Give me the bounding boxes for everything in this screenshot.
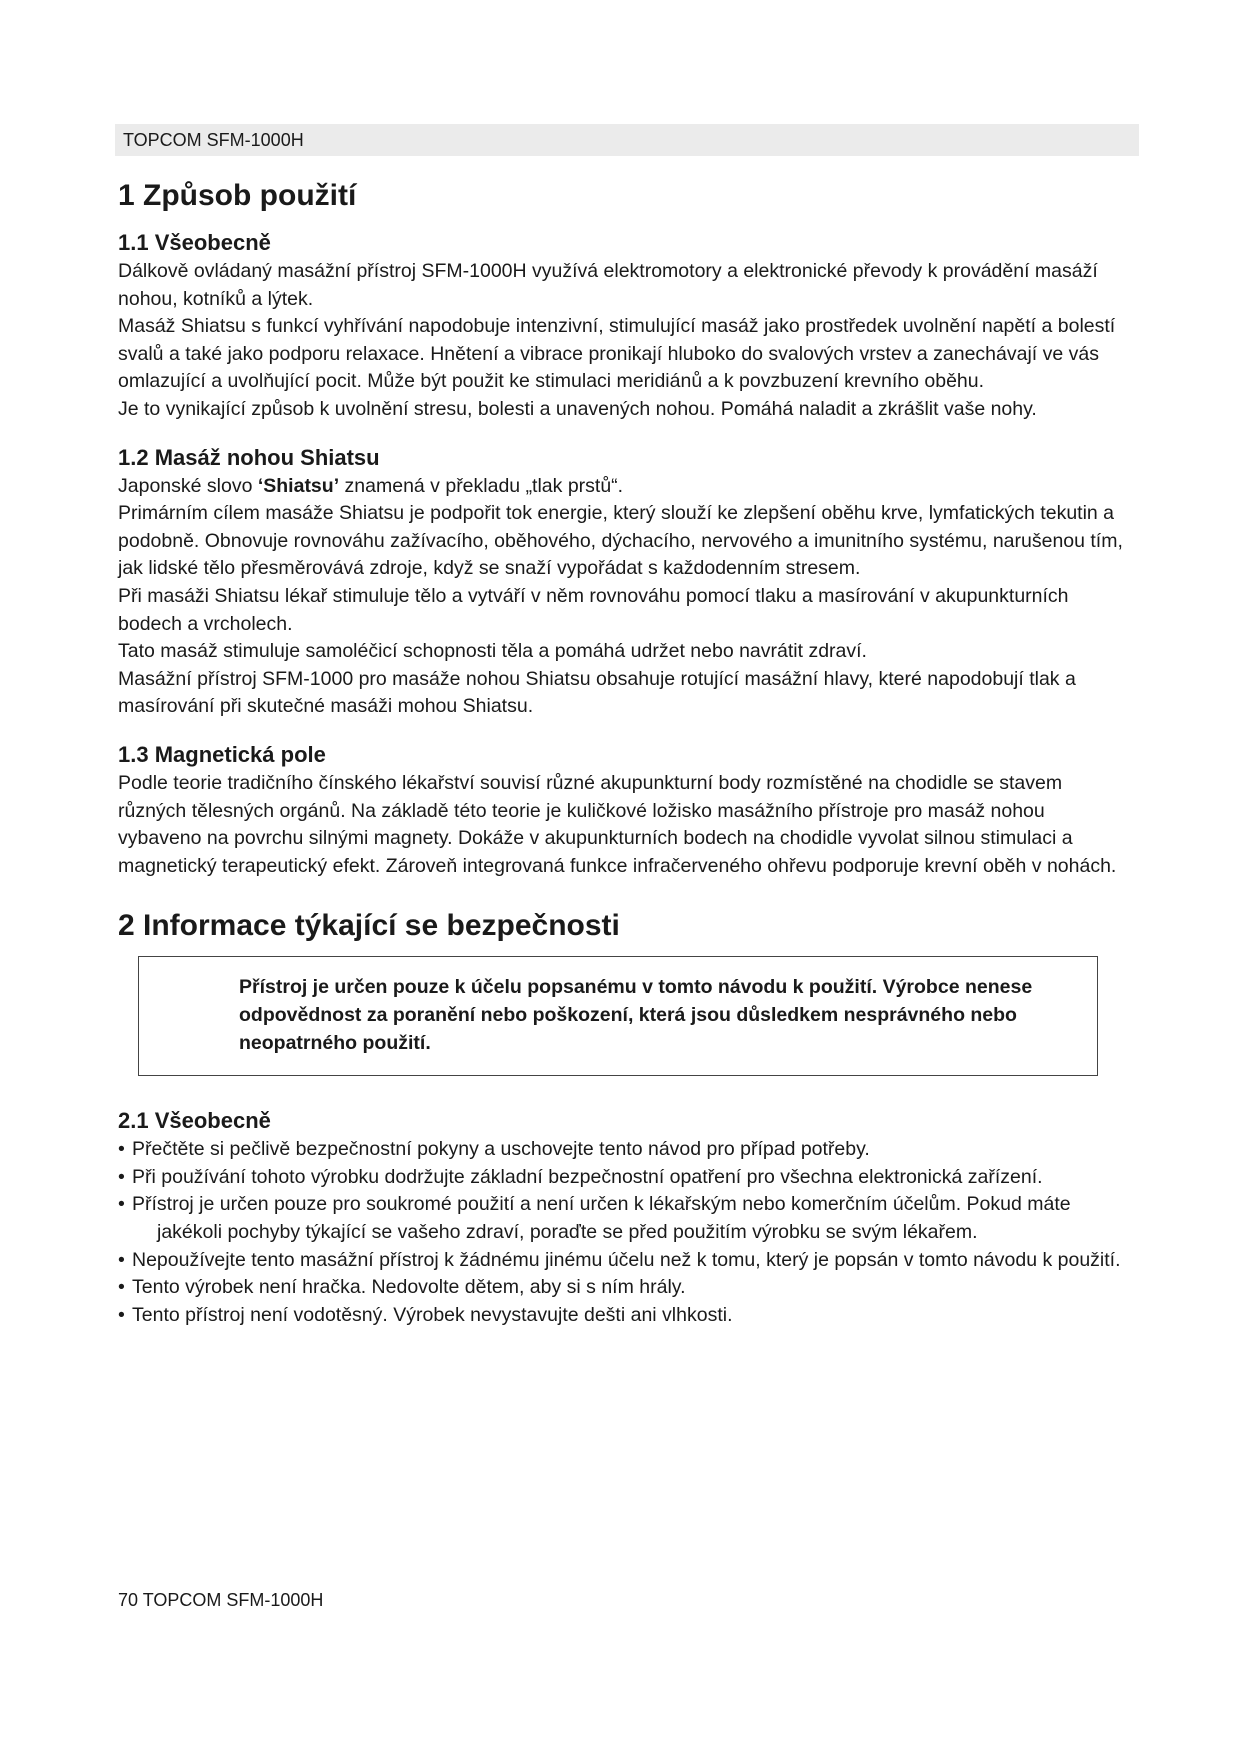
paragraph-1-1-c: Je to vynikající způsob k uvolnění stresu, bolesti a unavených nohou. Pomáhá naladit a zkrášlit vaše nohy. (118, 397, 1037, 420)
bullet-icon: • (118, 1303, 125, 1326)
footer-text: 70 TOPCOM SFM-1000H (118, 1590, 324, 1610)
list-item-text: Přečtěte si pečlivě bezpečnostní pokyny a uschovejte tento návod pro případ potřeby. (132, 1138, 870, 1161)
paragraph-1-2-b: Primárním cílem masáže Shiatsu je podpořit tok energie, který slouží ke zlepšení oběhu krve, lymfatických tekutin a podobně. Obnovuje rovnováhu zažívacího, oběhového, dýchacího, nervového a imunitního systému, narušenou tím, jak lidské tělo přesměrovává zdroje, když se snaží vypořádat s každodenním stresem. (118, 502, 1123, 580)
paragraph-1-1-a: Dálkově ovládaný masážní přístroj SFM-1000H využívá elektromotory a elektronické převody k provádění masáží nohou, kotníků a lýtek. (118, 260, 1098, 310)
heading-section-2: 2 Informace týkající se bezpečnosti (118, 909, 620, 943)
list-item-text: Nepoužívejte tento masážní přístroj k žádnému jinému účelu než k tomu, který je popsán v tomto návodu k použití. (132, 1248, 1121, 1271)
heading-section-1-3: 1.3 Magnetická pole (118, 741, 326, 767)
list-item (118, 1191, 1128, 1246)
paragraph-1-2-e: Masážní přístroj SFM-1000 pro masáže nohou Shiatsu obsahuje rotující masážní hlavy, které napodobují tlak a masírování při skutečné masáži mohou Shiatsu. (118, 667, 1076, 718)
list-item-text: Při používání tohoto výrobku dodržujte základní bezpečnostní opatření pro všechna elektronická zařízení. (132, 1165, 1043, 1188)
list-item-text: Tento výrobek není hračka. Nedovolte dětem, aby si s ním hrály. (132, 1276, 686, 1299)
heading-section-2-1: 2.1 Všeobecně (118, 1108, 271, 1134)
paragraph-1-1-b: Masáž Shiatsu s funkcí vyhřívání napodobuje intenzivní, stimulující masáž jako prostředek uvolnění napětí a bolestí svalů a také jako podporu relaxace. Hnětení a vibrace pronikají hluboko do svalových vrstev a zanechávají ve vás omlazující a uvolňující pocit. Může být použit ke stimulaci meridiánů a k povzbuzení krevního oběhu. (118, 315, 1116, 393)
header-title: TOPCOM SFM-1000H (123, 130, 304, 150)
heading-section-1-2: 1.2 Masáž nohou Shiatsu (118, 444, 380, 470)
safety-warning-text: Přístroj je určen pouze k účelu popsanému v tomto návodu k použití. Výrobce nenese odpovědnost za poranění nebo poškození, která jsou důsledkem nesprávného nebo neopatrného použití. (239, 976, 1033, 1055)
shiatsu-intro-post: znamená v překladu „tlak prstů“. (339, 474, 624, 497)
page-content (118, 176, 1128, 1329)
bullet-icon: • (118, 1276, 125, 1299)
shiatsu-intro-pre: Japonské slovo (118, 474, 258, 497)
bullet-icon: • (118, 1193, 125, 1216)
bullet-icon: • (118, 1165, 125, 1188)
list-item (118, 1274, 1128, 1302)
shiatsu-term: ‘Shiatsu’ (257, 474, 340, 497)
paragraph-1-3-a: Podle teorie tradičního čínského lékařství souvisí různé akupunkturní body rozmístěné na chodidle se stavem různých tělesných orgánů. Na základě této teorie je kuličkové ložisko masážního přístroje pro masáž nohou vybaveno na povrchu silnými magnety. Dokáže v akupunkturních bodech na chodidle vyvolat silnou stimulaci a magnetický terapeutický efekt. Zároveň integrovaná funkce infračerveného ohřevu podporuje krevní oběh v nohách. (118, 771, 1117, 877)
bullet-icon: • (118, 1138, 125, 1161)
list-item (118, 1247, 1128, 1275)
paragraph-1-2-a (118, 473, 1128, 501)
heading-section-1-1: 1.1 Všeobecně (118, 230, 271, 255)
bullet-icon: • (118, 1248, 125, 1271)
page-footer (118, 1588, 323, 1612)
list-item (118, 1164, 1128, 1192)
list-item (118, 1136, 1128, 1164)
paragraph-1-2-d: Tato masáž stimuluje samoléčicí schopnosti těla a pomáhá udržet nebo navrátit zdraví. (118, 640, 867, 663)
paragraph-1-2-c: Při masáži Shiatsu lékař stimuluje tělo a vytváří v něm rovnováhu pomocí tlaku a masírování v akupunkturních bodech a vrcholech. (118, 584, 1069, 635)
heading-section-1: 1 Způsob použití (118, 179, 357, 212)
list-item-text: Přístroj je určen pouze pro soukromé použití a není určen k lékařským nebo komerčním účelům. Pokud máte jakékoli pochyby týkající se vašeho zdraví, poraďte se před použitím výrobku se svým lékařem. (132, 1193, 1071, 1244)
safety-warning-box (138, 956, 1098, 1076)
list-item (118, 1302, 1128, 1330)
list-item-text: Tento přístroj není vodotěsný. Výrobek nevystavujte dešti ani vlhkosti. (132, 1303, 733, 1326)
safety-list (118, 1136, 1128, 1329)
running-header (115, 124, 1139, 156)
